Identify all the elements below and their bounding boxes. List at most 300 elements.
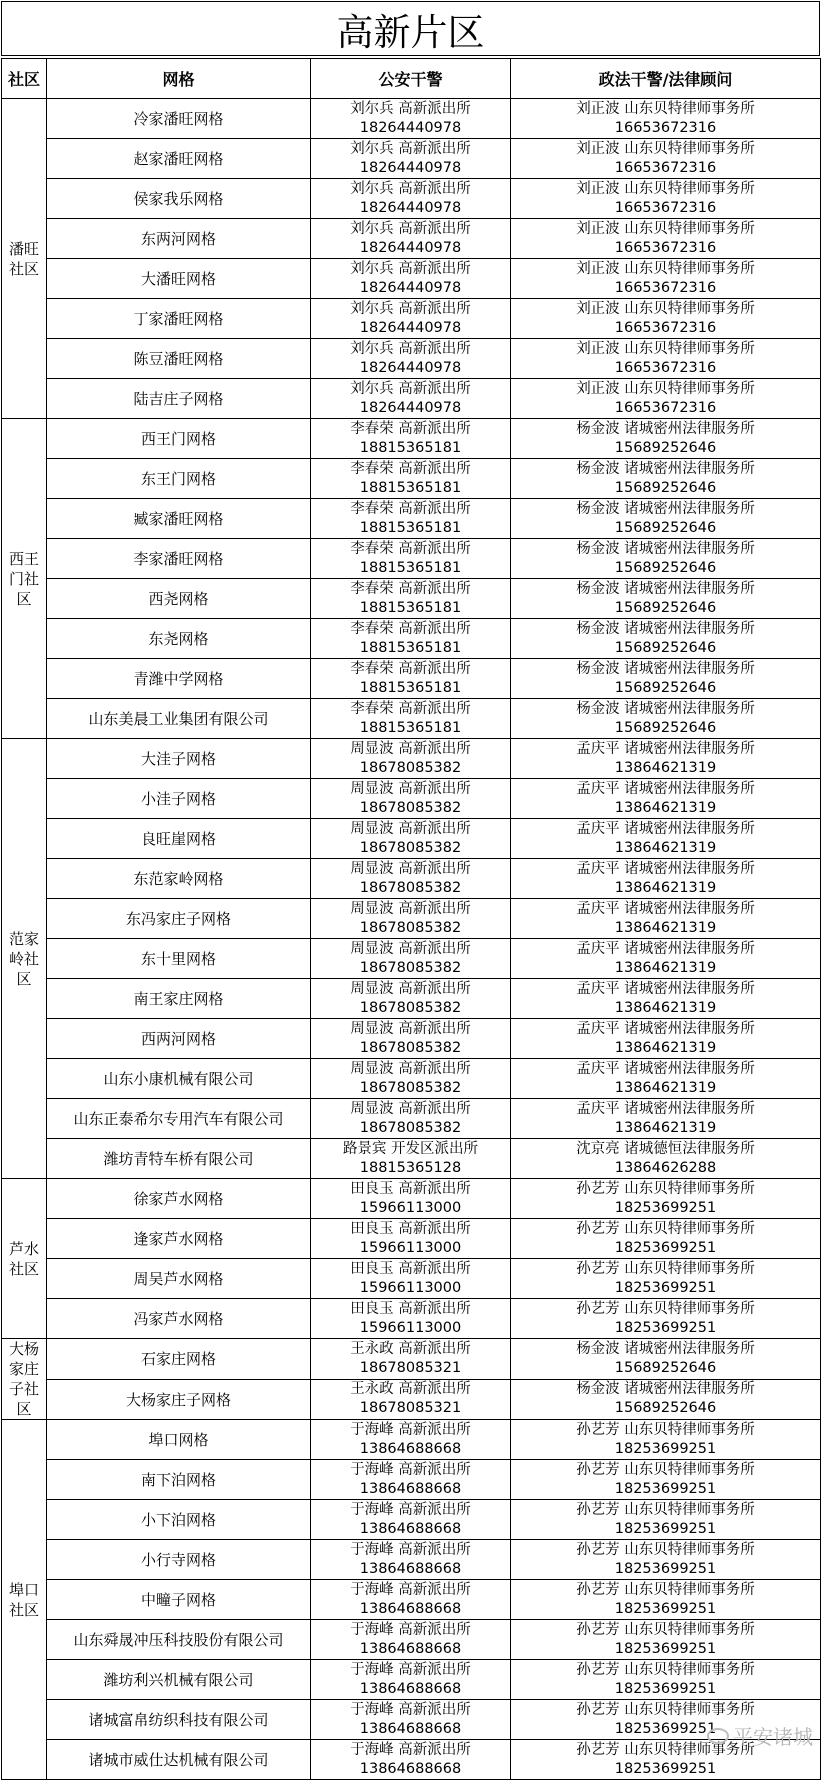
grid-name: 大杨家庄子网格 (47, 1379, 311, 1420)
community-name: 范家岭社区 (2, 739, 47, 1179)
police-cell (311, 1259, 511, 1299)
grid-name: 南下泊网格 (47, 1460, 311, 1500)
table-row (2, 339, 821, 379)
legal-cell (511, 619, 821, 659)
legal-advisor: 杨金波 诸城密州法律服务所 (576, 1340, 755, 1357)
table-row (2, 539, 821, 579)
legal-cell (511, 139, 821, 179)
watermark-text: 平安诸城 (733, 1725, 813, 1749)
table-row (2, 1019, 821, 1059)
legal-cell (511, 219, 821, 259)
legal-phone: 15689252646 (614, 439, 717, 456)
table-row (2, 1339, 821, 1380)
legal-phone: 13864621319 (614, 799, 717, 816)
police-officer: 李春荣 高新派出所 (350, 580, 471, 597)
legal-phone: 16653672316 (614, 199, 717, 216)
police-officer: 于海峰 高新派出所 (350, 1581, 471, 1598)
legal-cell (511, 1500, 821, 1540)
legal-advisor: 刘正波 山东贝特律师事务所 (576, 180, 755, 197)
police-phone: 18815365181 (359, 599, 462, 616)
police-officer: 李春荣 高新派出所 (350, 660, 471, 677)
police-officer: 刘尔兵 高新派出所 (350, 380, 471, 397)
police-cell (311, 1540, 511, 1580)
police-phone: 18678085382 (359, 1079, 462, 1096)
page-title: 高新片区 (1, 1, 820, 56)
legal-phone: 16653672316 (614, 399, 717, 416)
legal-phone: 18253699251 (614, 1440, 717, 1457)
legal-advisor: 孙艺芳 山东贝特律师事务所 (576, 1581, 755, 1598)
police-officer: 刘尔兵 高新派出所 (350, 340, 471, 357)
police-phone: 18678085321 (359, 1400, 462, 1417)
police-officer: 周显波 高新派出所 (350, 900, 471, 917)
grid-name: 山东美晨工业集团有限公司 (47, 699, 311, 739)
police-phone: 18815365181 (359, 439, 462, 456)
police-cell (311, 259, 511, 299)
community-name: 芦水社区 (2, 1179, 47, 1339)
police-phone: 15966113000 (359, 1279, 462, 1296)
grid-name: 东十里网格 (47, 939, 311, 979)
police-phone: 18264440978 (359, 399, 462, 416)
table-row (2, 779, 821, 819)
legal-cell (511, 99, 821, 139)
legal-advisor: 孟庆平 诸城密州法律服务所 (576, 860, 755, 877)
police-cell (311, 1500, 511, 1540)
grid-name: 西王门网格 (47, 419, 311, 459)
table-row (2, 219, 821, 259)
police-cell (311, 1420, 511, 1460)
police-officer: 于海峰 高新派出所 (350, 1461, 471, 1478)
legal-cell (511, 1139, 821, 1179)
police-officer: 刘尔兵 高新派出所 (350, 100, 471, 117)
legal-phone: 13864621319 (614, 919, 717, 936)
table-row (2, 1620, 821, 1660)
legal-advisor: 孙艺芳 山东贝特律师事务所 (576, 1541, 755, 1558)
police-phone: 18264440978 (359, 279, 462, 296)
legal-cell (511, 859, 821, 899)
legal-advisor: 孟庆平 诸城密州法律服务所 (576, 980, 755, 997)
police-phone: 18815365181 (359, 639, 462, 656)
table-row (2, 1259, 821, 1299)
legal-advisor: 孙艺芳 山东贝特律师事务所 (576, 1220, 755, 1237)
police-officer: 田良玉 高新派出所 (350, 1300, 471, 1317)
legal-advisor: 孟庆平 诸城密州法律服务所 (576, 780, 755, 797)
legal-phone: 16653672316 (614, 359, 717, 376)
police-cell (311, 1580, 511, 1620)
police-phone: 18678085382 (359, 1119, 462, 1136)
police-phone: 18678085382 (359, 919, 462, 936)
police-officer: 刘尔兵 高新派出所 (350, 300, 471, 317)
police-cell (311, 139, 511, 179)
police-cell (311, 979, 511, 1019)
community-name: 埠口社区 (2, 1420, 47, 1780)
legal-advisor: 孙艺芳 山东贝特律师事务所 (576, 1501, 755, 1518)
police-officer: 李春荣 高新派出所 (350, 500, 471, 517)
police-cell (311, 1219, 511, 1259)
header-grid: 网格 (47, 59, 311, 99)
police-cell (311, 1139, 511, 1179)
header-police: 公安干警 (311, 59, 511, 99)
legal-phone: 18253699251 (614, 1600, 717, 1617)
legal-advisor: 杨金波 诸城密州法律服务所 (576, 1381, 755, 1398)
assignment-table (1, 58, 821, 1780)
table-row (2, 1099, 821, 1139)
police-phone: 13864688668 (359, 1440, 462, 1457)
legal-cell (511, 1540, 821, 1580)
grid-name: 徐家芦水网格 (47, 1179, 311, 1219)
legal-cell (511, 1099, 821, 1139)
legal-cell (511, 1339, 821, 1380)
grid-name: 东尧网格 (47, 619, 311, 659)
legal-cell (511, 299, 821, 339)
legal-advisor: 孙艺芳 山东贝特律师事务所 (576, 1701, 755, 1718)
legal-cell (511, 419, 821, 459)
legal-phone: 13864621319 (614, 999, 717, 1016)
grid-name: 诸城富帛纺织科技有限公司 (47, 1700, 311, 1740)
legal-cell (511, 819, 821, 859)
table-row (2, 1660, 821, 1700)
grid-name: 东范家岭网格 (47, 859, 311, 899)
grid-name: 潍坊青特车桥有限公司 (47, 1139, 311, 1179)
wechat-icon (707, 1728, 729, 1744)
police-phone: 18264440978 (359, 239, 462, 256)
police-officer: 李春荣 高新派出所 (350, 420, 471, 437)
police-cell (311, 179, 511, 219)
police-phone: 18815365181 (359, 559, 462, 576)
legal-cell (511, 699, 821, 739)
police-officer: 周显波 高新派出所 (350, 860, 471, 877)
legal-phone: 13864621319 (614, 959, 717, 976)
table-row (2, 1700, 821, 1740)
police-cell (311, 1460, 511, 1500)
police-officer: 于海峰 高新派出所 (350, 1621, 471, 1638)
legal-cell (511, 1259, 821, 1299)
table-row (2, 179, 821, 219)
table-row (2, 1500, 821, 1540)
police-phone: 18264440978 (359, 199, 462, 216)
grid-name: 中疃子网格 (47, 1580, 311, 1620)
legal-phone: 18253699251 (614, 1480, 717, 1497)
legal-advisor: 刘正波 山东贝特律师事务所 (576, 380, 755, 397)
legal-advisor: 孟庆平 诸城密州法律服务所 (576, 1100, 755, 1117)
grid-name: 大洼子网格 (47, 739, 311, 779)
police-phone: 13864688668 (359, 1480, 462, 1497)
police-officer: 周显波 高新派出所 (350, 1100, 471, 1117)
legal-phone: 16653672316 (614, 159, 717, 176)
police-officer: 周显波 高新派出所 (350, 1020, 471, 1037)
police-cell (311, 619, 511, 659)
legal-cell (511, 1059, 821, 1099)
police-phone: 18678085382 (359, 879, 462, 896)
table-row (2, 459, 821, 499)
table-row (2, 99, 821, 139)
police-officer: 路景宾 开发区派出所 (342, 1140, 479, 1157)
grid-name: 冯家芦水网格 (47, 1299, 311, 1339)
police-cell (311, 1059, 511, 1099)
table-row (2, 659, 821, 699)
legal-cell (511, 1379, 821, 1420)
police-phone: 13864688668 (359, 1720, 462, 1737)
police-cell (311, 1740, 511, 1780)
police-officer: 王永政 高新派出所 (350, 1340, 471, 1357)
legal-advisor: 杨金波 诸城密州法律服务所 (576, 500, 755, 517)
grid-name: 石家庄网格 (47, 1339, 311, 1380)
table-row (2, 619, 821, 659)
grid-name: 陈豆潘旺网格 (47, 339, 311, 379)
legal-phone: 18253699251 (614, 1640, 717, 1657)
police-phone: 18264440978 (359, 119, 462, 136)
legal-cell (511, 1299, 821, 1339)
legal-cell (511, 659, 821, 699)
grid-name: 东王门网格 (47, 459, 311, 499)
grid-name: 小洼子网格 (47, 779, 311, 819)
legal-cell (511, 459, 821, 499)
police-officer: 于海峰 高新派出所 (350, 1501, 471, 1518)
police-officer: 田良玉 高新派出所 (350, 1220, 471, 1237)
legal-phone: 18253699251 (614, 1239, 717, 1256)
legal-phone: 16653672316 (614, 119, 717, 136)
police-cell (311, 899, 511, 939)
legal-advisor: 孙艺芳 山东贝特律师事务所 (576, 1461, 755, 1478)
legal-advisor: 杨金波 诸城密州法律服务所 (576, 460, 755, 477)
police-cell (311, 419, 511, 459)
grid-name: 冷家潘旺网格 (47, 99, 311, 139)
police-phone: 18815365181 (359, 679, 462, 696)
table-row (2, 1420, 821, 1460)
grid-name: 东冯家庄子网格 (47, 899, 311, 939)
grid-name: 良旺崖网格 (47, 819, 311, 859)
legal-cell (511, 539, 821, 579)
legal-phone: 13864621319 (614, 759, 717, 776)
grid-name: 潍坊利兴机械有限公司 (47, 1660, 311, 1700)
legal-phone: 18253699251 (614, 1319, 717, 1336)
legal-cell (511, 739, 821, 779)
watermark (707, 1721, 813, 1750)
legal-advisor: 孙艺芳 山东贝特律师事务所 (576, 1260, 755, 1277)
legal-phone: 16653672316 (614, 319, 717, 336)
table-row (2, 499, 821, 539)
grid-name: 赵家潘旺网格 (47, 139, 311, 179)
police-phone: 18678085382 (359, 1039, 462, 1056)
police-cell (311, 1099, 511, 1139)
legal-advisor: 孟庆平 诸城密州法律服务所 (576, 1020, 755, 1037)
police-officer: 于海峰 高新派出所 (350, 1661, 471, 1678)
legal-phone: 16653672316 (614, 279, 717, 296)
legal-phone: 18253699251 (614, 1199, 717, 1216)
legal-cell (511, 1019, 821, 1059)
header-community: 社区 (2, 59, 47, 99)
legal-phone: 15689252646 (614, 679, 717, 696)
table-row (2, 379, 821, 419)
police-cell (311, 859, 511, 899)
legal-phone: 15689252646 (614, 719, 717, 736)
table-row (2, 259, 821, 299)
legal-advisor: 孙艺芳 山东贝特律师事务所 (576, 1741, 755, 1758)
grid-name: 臧家潘旺网格 (47, 499, 311, 539)
police-phone: 13864688668 (359, 1560, 462, 1577)
police-cell (311, 1700, 511, 1740)
legal-cell (511, 1420, 821, 1460)
police-cell (311, 779, 511, 819)
legal-advisor: 杨金波 诸城密州法律服务所 (576, 660, 755, 677)
police-cell (311, 1299, 511, 1339)
legal-cell (511, 259, 821, 299)
legal-phone: 13864621319 (614, 1039, 717, 1056)
legal-advisor: 孟庆平 诸城密州法律服务所 (576, 940, 755, 957)
table-row (2, 979, 821, 1019)
police-officer: 周显波 高新派出所 (350, 940, 471, 957)
police-officer: 于海峰 高新派出所 (350, 1701, 471, 1718)
legal-phone: 15689252646 (614, 1400, 717, 1417)
police-phone: 18815365128 (359, 1159, 462, 1176)
police-cell (311, 1620, 511, 1660)
legal-phone: 15689252646 (614, 599, 717, 616)
table-row (2, 819, 821, 859)
grid-name: 小行寺网格 (47, 1540, 311, 1580)
police-phone: 13864688668 (359, 1520, 462, 1537)
legal-advisor: 刘正波 山东贝特律师事务所 (576, 340, 755, 357)
grid-name: 逢家芦水网格 (47, 1219, 311, 1259)
police-phone: 13864688668 (359, 1680, 462, 1697)
legal-cell (511, 499, 821, 539)
legal-cell (511, 379, 821, 419)
legal-phone: 18253699251 (614, 1560, 717, 1577)
police-cell (311, 299, 511, 339)
legal-cell (511, 1660, 821, 1700)
table-row (2, 899, 821, 939)
police-cell (311, 659, 511, 699)
police-cell (311, 1179, 511, 1219)
grid-name: 山东正泰希尔专用汽车有限公司 (47, 1099, 311, 1139)
legal-phone: 18253699251 (614, 1680, 717, 1697)
legal-phone: 18253699251 (614, 1520, 717, 1537)
police-cell (311, 499, 511, 539)
legal-phone: 15689252646 (614, 559, 717, 576)
grid-name: 小下泊网格 (47, 1500, 311, 1540)
police-cell (311, 1379, 511, 1420)
legal-advisor: 孙艺芳 山东贝特律师事务所 (576, 1621, 755, 1638)
police-cell (311, 1339, 511, 1380)
police-cell (311, 819, 511, 859)
police-phone: 18264440978 (359, 319, 462, 336)
community-name: 大杨家庄子社区 (2, 1339, 47, 1420)
legal-advisor: 杨金波 诸城密州法律服务所 (576, 580, 755, 597)
police-phone: 18678085382 (359, 799, 462, 816)
police-officer: 刘尔兵 高新派出所 (350, 260, 471, 277)
legal-cell (511, 1219, 821, 1259)
table-body (2, 99, 821, 1780)
legal-phone: 13864626288 (614, 1159, 717, 1176)
police-officer: 周显波 高新派出所 (350, 1060, 471, 1077)
police-officer: 李春荣 高新派出所 (350, 540, 471, 557)
legal-phone: 15689252646 (614, 639, 717, 656)
police-officer: 周显波 高新派出所 (350, 780, 471, 797)
police-cell (311, 939, 511, 979)
table-row (2, 1379, 821, 1420)
police-officer: 周显波 高新派出所 (350, 740, 471, 757)
police-cell (311, 539, 511, 579)
police-phone: 18678085321 (359, 1359, 462, 1376)
police-cell (311, 459, 511, 499)
table-row (2, 859, 821, 899)
police-cell (311, 339, 511, 379)
legal-phone: 13864621319 (614, 1079, 717, 1096)
grid-name: 东两河网格 (47, 219, 311, 259)
legal-advisor: 刘正波 山东贝特律师事务所 (576, 220, 755, 237)
legal-cell (511, 979, 821, 1019)
police-phone: 18678085382 (359, 839, 462, 856)
legal-advisor: 刘正波 山东贝特律师事务所 (576, 100, 755, 117)
legal-cell (511, 899, 821, 939)
grid-name: 西尧网格 (47, 579, 311, 619)
grid-name: 侯家我乐网格 (47, 179, 311, 219)
legal-phone: 13864621319 (614, 879, 717, 896)
legal-advisor: 杨金波 诸城密州法律服务所 (576, 420, 755, 437)
police-cell (311, 219, 511, 259)
police-phone: 15966113000 (359, 1319, 462, 1336)
police-officer: 周显波 高新派出所 (350, 820, 471, 837)
table-row (2, 739, 821, 779)
legal-advisor: 孙艺芳 山东贝特律师事务所 (576, 1661, 755, 1678)
legal-advisor: 刘正波 山东贝特律师事务所 (576, 260, 755, 277)
grid-name: 山东小康机械有限公司 (47, 1059, 311, 1099)
grid-name: 西两河网格 (47, 1019, 311, 1059)
grid-name: 青潍中学网格 (47, 659, 311, 699)
grid-name: 山东舜晟冲压科技股份有限公司 (47, 1620, 311, 1660)
grid-name: 周吴芦水网格 (47, 1259, 311, 1299)
police-cell (311, 1019, 511, 1059)
police-officer: 李春荣 高新派出所 (350, 700, 471, 717)
table-row (2, 1219, 821, 1259)
police-phone: 13864688668 (359, 1600, 462, 1617)
header-row (2, 59, 821, 99)
police-officer: 于海峰 高新派出所 (350, 1541, 471, 1558)
police-officer: 周显波 高新派出所 (350, 980, 471, 997)
grid-name: 南王家庄网格 (47, 979, 311, 1019)
legal-advisor: 孙艺芳 山东贝特律师事务所 (576, 1421, 755, 1438)
legal-phone: 18253699251 (614, 1720, 717, 1737)
police-cell (311, 379, 511, 419)
grid-name: 李家潘旺网格 (47, 539, 311, 579)
police-phone: 18815365181 (359, 479, 462, 496)
police-phone: 18678085382 (359, 999, 462, 1016)
grid-name: 埠口网格 (47, 1420, 311, 1460)
table-row (2, 299, 821, 339)
header-legal: 政法干警/法律顾问 (511, 59, 821, 99)
police-phone: 13864688668 (359, 1760, 462, 1777)
legal-cell (511, 1620, 821, 1660)
table-row (2, 419, 821, 459)
legal-advisor: 杨金波 诸城密州法律服务所 (576, 620, 755, 637)
police-cell (311, 99, 511, 139)
police-officer: 田良玉 高新派出所 (350, 1180, 471, 1197)
table-row (2, 699, 821, 739)
police-cell (311, 1660, 511, 1700)
table-row (2, 939, 821, 979)
grid-name: 丁家潘旺网格 (47, 299, 311, 339)
legal-cell (511, 579, 821, 619)
police-cell (311, 699, 511, 739)
police-phone: 15966113000 (359, 1239, 462, 1256)
legal-cell (511, 1179, 821, 1219)
legal-cell (511, 1580, 821, 1620)
legal-advisor: 杨金波 诸城密州法律服务所 (576, 540, 755, 557)
legal-cell (511, 1460, 821, 1500)
police-officer: 田良玉 高新派出所 (350, 1260, 471, 1277)
legal-advisor: 刘正波 山东贝特律师事务所 (576, 140, 755, 157)
legal-advisor: 孟庆平 诸城密州法律服务所 (576, 900, 755, 917)
legal-advisor: 孙艺芳 山东贝特律师事务所 (576, 1300, 755, 1317)
police-phone: 18264440978 (359, 359, 462, 376)
